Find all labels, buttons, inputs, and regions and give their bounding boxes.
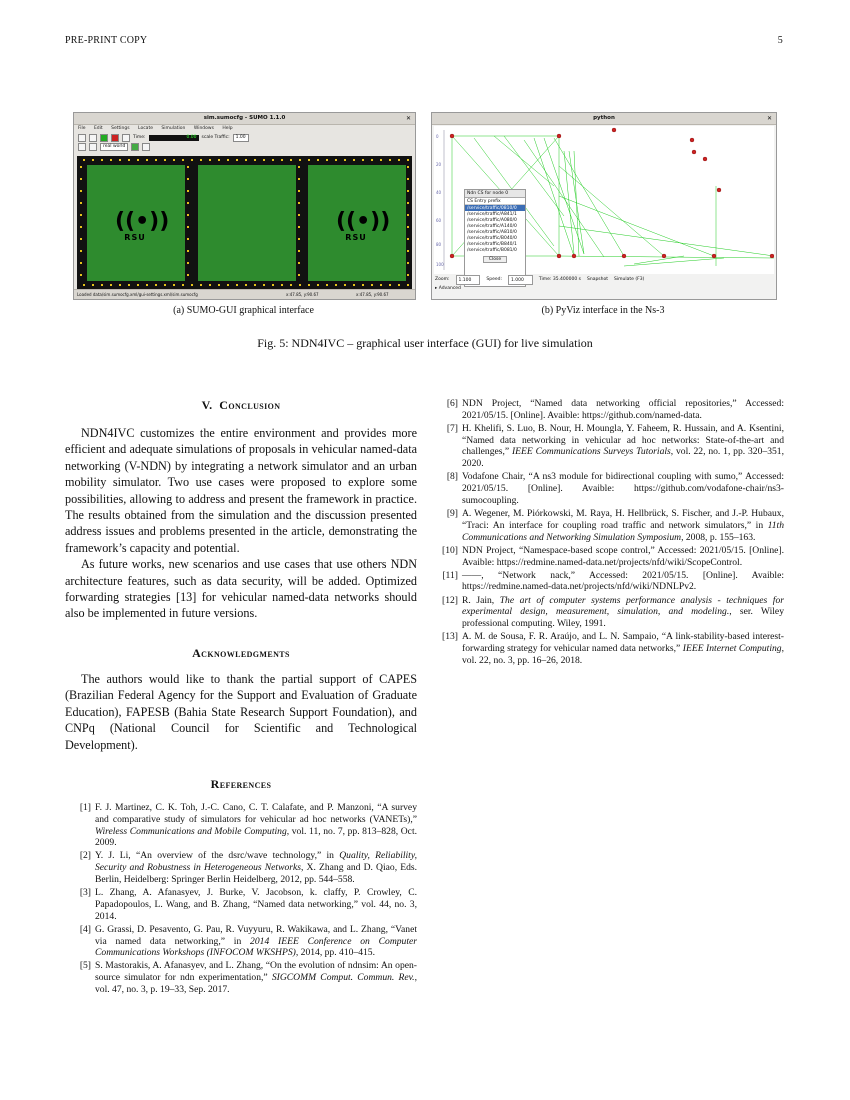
cs-entries-panel [464,189,526,287]
vehicle-marker [80,274,82,276]
vehicle-marker [254,159,256,161]
pyviz-screenshot [431,112,777,300]
cs-entry: /service/traffic/A140/0 [467,223,517,229]
status-coordinates-geo: x:47.85, y:90.67 [356,292,389,297]
cs-entry: /service/traffic/B840/1 [467,241,517,247]
vehicle-marker [344,159,346,161]
vehicle-marker [182,284,184,286]
vehicle-marker [137,159,139,161]
vehicle-marker [272,284,274,286]
status-coordinates: x:47.85, y:90.67 [286,292,319,297]
vehicle-marker [245,159,247,161]
sumo-view-toolbar [74,142,415,151]
view-icon [78,143,86,151]
vehicle-marker [137,284,139,286]
vehicle-marker [398,159,400,161]
vehicle-marker [119,159,121,161]
vehicle-marker [173,159,175,161]
vehicle-marker [80,238,82,240]
vehicle-marker [362,284,364,286]
reference-item: [13] A. M. de Sousa, F. R. Araújo, and L. N. Sampaio, “A link-stability-based interest-forwarding strategy for vehicular named data networks,” IEEE Internet Computing, vol. 22, no. 3, pp. 16–26, 2018. [432,631,784,666]
vehicle-marker [298,250,300,252]
time-display: 0.00 [149,135,199,141]
y-tick: 40 [436,190,442,195]
subcaption-a: (a) SUMO-GUI graphical interface [173,305,314,316]
cs-entry: /service/traffic/A810/0 [467,229,517,235]
menu-edit: Edit [93,126,103,131]
vehicle-marker [128,284,130,286]
vehicle-marker [290,159,292,161]
vehicle-marker [236,284,238,286]
vehicle-marker [407,190,409,192]
vehicle-marker [344,284,346,286]
vehicle-marker [407,262,409,264]
vehicle-marker [317,159,319,161]
vehicle-marker [200,159,202,161]
vehicle-marker [407,250,409,252]
vehicle-marker [110,159,112,161]
sumo-window-title: sim.sumocfg - SUMO 1.1.0 ✕ [74,113,415,125]
reference-number: [5] [79,960,91,972]
close-icon: ✕ [766,115,772,122]
vehicle-marker [389,159,391,161]
vehicle-marker [335,284,337,286]
vehicle-marker [407,214,409,216]
vehicle-marker [254,284,256,286]
vehicle-marker [407,178,409,180]
sumo-menubar [74,125,415,133]
vehicle-marker [191,159,193,161]
vehicle-marker [298,214,300,216]
vehicle-marker [263,159,265,161]
y-tick: 0 [436,134,439,139]
vehicle-marker [164,159,166,161]
vehicle-marker [407,166,409,168]
reference-item: [7] H. Khelifi, S. Luo, B. Nour, H. Moungla, Y. Faheem, R. Hussain, and A. Ksentini, “Named data networking in vehicular ad hoc networks: State-of-the-art and challenges,” IEEE Communications Surveys Tutorials, vol. 22, no. 1, pp. 320–351, 2020. [432,423,784,470]
sim-time: Time: 35.400000 s [538,277,581,282]
play-icon [100,134,108,142]
vehicle-marker [380,284,382,286]
vehicle-marker [187,166,189,168]
vehicle-marker [101,159,103,161]
vehicle-marker [187,262,189,264]
vehicle-marker [407,226,409,228]
vehicle-marker [209,284,211,286]
vehicle-marker [308,284,310,286]
reference-number: [8] [446,471,458,483]
simulate-button: Simulate (F3) [614,277,645,282]
cs-panel-title: Ndn CS for node 0 [465,190,525,198]
rsu-label: RSU [345,233,367,242]
cs-entry: /service/traffic/A841/1 [467,211,517,217]
sumo-toolbar [74,133,415,142]
menu-help: Help [222,126,233,131]
vehicle-marker [80,166,82,168]
reference-item: [1] F. J. Martinez, C. K. Toh, J.-C. Cano, C. T. Calafate, and P. Manzoni, “A survey and comparative study of simulators for vehicular ad hoc networks (VANETs),” Wireless Communications and Mobile Computing, vol. 11, no. 7, pp. 813–828, Oct. 2009. [65,802,417,849]
vehicle-marker [407,274,409,276]
vehicle-marker [155,284,157,286]
status-message: Loaded data/sim.sumocfg.xml/gui-settings.xml/sim.sumocfg [77,292,198,297]
reference-number: [7] [446,422,458,434]
menu-windows: Windows [193,126,214,131]
menu-simulation: Simulation [161,126,186,131]
rsu-antenna-icon: ((•)) [336,209,391,234]
vehicle-marker [298,178,300,180]
vehicle-marker [187,274,189,276]
rsu-1 [115,209,170,242]
vehicle-marker [155,159,157,161]
vehicle-marker [371,159,373,161]
vehicle-marker [146,284,148,286]
vehicle-marker [146,159,148,161]
y-tick: 60 [436,218,442,223]
vehicle-marker [317,284,319,286]
vehicle-marker [209,159,211,161]
tool-icon [142,143,150,151]
vehicle-marker [80,190,82,192]
vehicle-marker [187,238,189,240]
vehicle-marker [326,284,328,286]
vehicle-marker [371,284,373,286]
reference-item: [9] A. Wegener, M. Piórkowski, M. Raya, H. Hellbrück, S. Fischer, and J.-P. Hubaux, “Traci: An interface for coupling road traffic and network simulators,” in 11th Communications and Networking Simulation Symposium, 2008, p. 155–163. [432,508,784,543]
vehicle-marker [281,159,283,161]
reference-number: [3] [79,887,91,899]
vehicle-marker [187,214,189,216]
vehicle-marker [407,159,409,161]
pyviz-window-title: python ✕ [432,113,776,125]
conclusion-paragraph: NDN4IVC customizes the entire environment and provides more efficient and adequate simulations of proposals in vehicular named-data networking (V-NDN) by integrating a network simulator and an urban mobility simulator. Two use cases were proposed to explore some possibilities, allowing to address and present the framework in practice. The results obtained from the simulation and the discussion presented address issues and problems presented in the article, demonstrating the framework’s capacity and potential. [65,426,417,555]
vehicle-marker [200,284,202,286]
vehicle-marker [407,202,409,204]
reference-number: [1] [79,801,91,813]
pyviz-network-view [434,126,774,274]
figure-caption: Fig. 5: NDN4IVC – graphical user interface (GUI) for live simulation [257,336,593,350]
vehicle-marker [299,284,301,286]
section-heading-acknowledgments: Acknowledgments [192,645,290,660]
vehicle-marker [128,159,130,161]
reference-item: [12] R. Jain, The art of computer systems performance analysis - techniques for experimental design, measurement, simulation, and modeling., ser. Wiley professional computing. Wiley, 1991. [432,595,784,630]
sumo-statusbar [74,289,415,299]
conclusion-paragraph: As future works, new scenarios and use cases that use others NDN architecture features, such as data security, will be added. Optimized forwarding strategies [13] for vehicular named-data networks should also be implemented in future versions. [65,557,417,621]
vehicle-marker [298,166,300,168]
vehicle-marker [236,159,238,161]
sumo-gui-screenshot [73,112,416,300]
reference-number: [10] [442,544,458,556]
reference-number: [9] [446,508,458,520]
vehicle-marker [263,284,265,286]
vehicle-marker [272,159,274,161]
cs-entry: /service/traffic/B081/0 [467,247,517,253]
step-icon [122,134,130,142]
y-tick: 100 [436,262,444,267]
vehicle-marker [353,284,355,286]
cs-close-button: Close [483,256,507,263]
vehicle-marker [407,284,409,286]
reference-number: [6] [446,398,458,409]
vehicle-marker [80,262,82,264]
reference-item: [5] S. Mastorakis, A. Afanasyev, and L. Zhang, “On the evolution of ndnsim: An open-source simulator for ndn experimentation,” SIGCOMM Comput. Commun. Rev., vol. 47, no. 3, p. 19–33, Sep. 2017. [65,960,417,995]
speed-label: Speed: [486,277,503,282]
close-icon: ✕ [405,115,411,122]
vehicle-marker [389,284,391,286]
reference-number: [11] [442,569,458,581]
reference-item: [2] Y. J. Li, “An overview of the dsrc/wave technology,” in Quality, Reliability, Security and Robustness in Heterogeneous Networks, X. Zhang and D. Qiao, Eds. Berlin, Heidelberg: Springer Berlin Heidelberg, 2012, pp. 544–558. [65,850,417,885]
view-select: real world [100,143,128,151]
page-number: 5 [777,35,783,46]
running-header: PRE-PRINT COPY [65,35,148,46]
vehicle-marker [187,178,189,180]
vehicle-marker [245,284,247,286]
reference-item: [3] L. Zhang, A. Afanasyev, J. Burke, V. Jacobson, k. claffy, P. Crowley, C. Papadopoulos, L. Wang, and B. Zhang, “Named data networking,” vol. 44, no. 3, 2014. [65,887,417,922]
reference-item: [4] G. Grassi, D. Pesavento, G. Pau, R. Vuyyuru, R. Wakikawa, and L. Zhang, “Vanet via named data networking,” in 2014 IEEE Conference on Computer Communications Workshops (INFOCOM WKSHPS), 2014, pp. 410–415. [65,924,417,959]
vehicle-marker [187,190,189,192]
snapshot-button: Snapshot [586,277,609,282]
reference-number: [4] [79,923,91,935]
reference-item: [8] Vodafone Chair, “A ns3 module for bidirectional coupling with sumo,” Accessed: 2021/05/15. [Online]. Avaible: https://github.com/vodafone-chair/ns3-sumocoupling. [432,471,784,506]
section-heading-conclusion: V. Conclusion [201,398,281,412]
sumo-simulation-canvas [77,156,412,289]
vehicle-marker [298,226,300,228]
vehicle-marker [290,284,292,286]
vehicle-marker [308,159,310,161]
vehicle-marker [326,159,328,161]
vehicle-marker [80,214,82,216]
color-icon [131,143,139,151]
vehicle-marker [110,284,112,286]
vehicle-marker [227,284,229,286]
vehicle-marker [119,284,121,286]
cs-entry: /service/traffic/B040/0 [467,235,517,241]
vehicle-marker [398,284,400,286]
cs-entry: /service/traffic/0810/0 [465,205,525,211]
right-column [432,398,784,668]
reference-number: [12] [442,594,458,606]
vehicle-marker [187,202,189,204]
reference-item: [11] ——, “Network nack,” Accessed: 2021/05/15. [Online]. Avaible: https://redmine.named-data.net/projects/nfd/wiki/NDNLPv2. [432,570,784,594]
vehicle-marker [83,159,85,161]
vehicle-marker [335,159,337,161]
vehicle-marker [298,202,300,204]
rsu-2 [336,209,391,242]
stop-icon [111,134,119,142]
time-label: Time: [133,135,146,140]
menu-file: File [78,126,86,131]
vehicle-marker [83,284,85,286]
pyviz-controls [432,275,776,285]
vehicle-marker [191,284,193,286]
advanced-toggle: ▸ Advanced [435,286,461,291]
vehicle-marker [173,284,175,286]
rsu-label: RSU [124,233,146,242]
open-icon [78,134,86,142]
acknowledgments-paragraph: The authors would like to thank the partial support of CAPES (Brazilian Federal Agency for the Support and Evaluation of Graduate Education), FAPESB (Bahia State Research Support Foundation), and CNPq (National Council for Scientific and Technological Development). [65,671,417,752]
reference-list-right [432,398,784,667]
city-block-2 [196,163,298,283]
vehicle-marker [298,238,300,240]
reload-icon [89,134,97,142]
scale-label: scale Traffic: [201,135,230,140]
vehicle-marker [298,262,300,264]
menu-settings: Settings [111,126,130,131]
vehicle-marker [407,238,409,240]
vehicle-marker [187,226,189,228]
vehicle-marker [80,178,82,180]
left-column [65,398,417,997]
vehicle-marker [362,159,364,161]
section-heading-references: References [210,776,272,791]
reference-item: [10] NDN Project, “Namespace-based scope control,” Accessed: 2021/05/15. [Online]. Avaible: https://redmine.named-data.net/projects/nfd/wiki/ScopeControl. [432,545,784,569]
menu-locate: Locate [138,126,153,131]
vehicle-marker [80,202,82,204]
vehicle-marker [187,250,189,252]
reference-list-left [65,802,417,996]
zoom-input: 1.100 [456,275,481,285]
vehicle-marker [380,159,382,161]
vehicle-marker [298,274,300,276]
vehicle-marker [101,284,103,286]
vehicle-marker [218,159,220,161]
scale-input: 1.00 [233,134,249,142]
vehicle-marker [80,250,82,252]
cs-entry: /service/traffic/A080/0 [467,217,517,223]
locate-icon [89,143,97,151]
reference-item: [6] NDN Project, “Named data networking official repositories,” Accessed: 2021/05/15. [Online]. Avaible: https://github.com/named-data. [432,398,784,422]
vehicle-marker [281,284,283,286]
vehicle-marker [299,159,301,161]
rsu-antenna-icon: ((•)) [115,209,170,234]
speed-input: 1.000 [508,275,533,285]
cs-table-header: CS Entry prefix [465,198,525,205]
reference-number: [2] [79,850,91,862]
subcaption-b: (b) PyViz interface in the Ns-3 [541,305,665,316]
zoom-label: Zoom: [435,277,450,282]
vehicle-marker [92,284,94,286]
vehicle-marker [182,159,184,161]
vehicle-marker [80,226,82,228]
vehicle-marker [353,159,355,161]
y-tick: 80 [436,242,442,247]
vehicle-marker [227,159,229,161]
vehicle-marker [298,190,300,192]
y-tick: 20 [436,162,442,167]
vehicle-marker [164,284,166,286]
vehicle-marker [218,284,220,286]
reference-number: [13] [442,631,458,643]
vehicle-marker [92,159,94,161]
